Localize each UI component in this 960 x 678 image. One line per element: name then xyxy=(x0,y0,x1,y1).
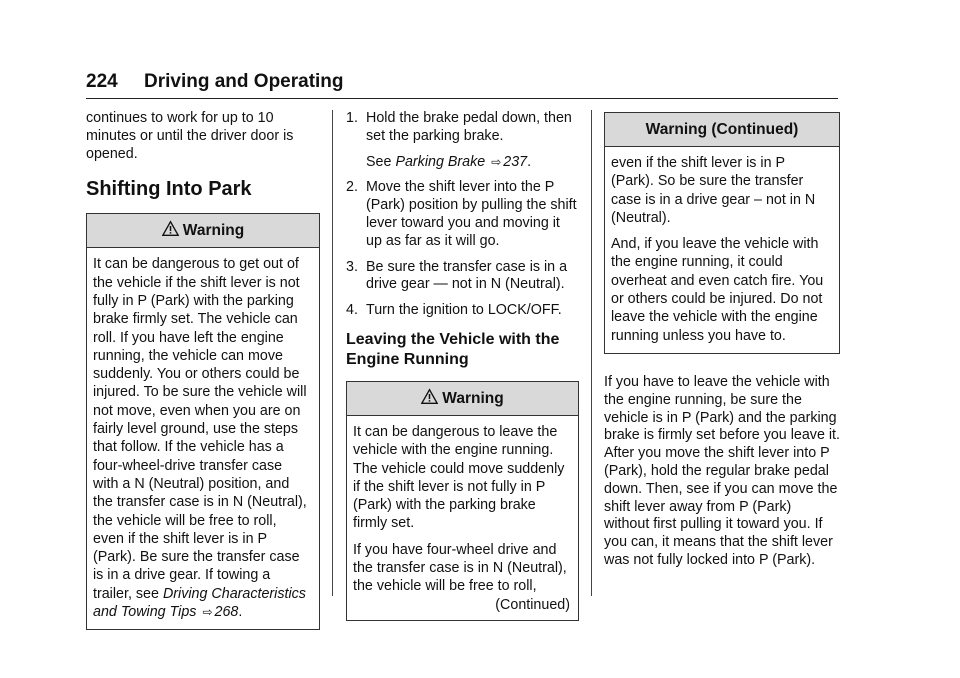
list-item xyxy=(346,259,579,295)
warning-icon xyxy=(421,388,438,405)
list-item xyxy=(346,302,579,320)
warning-header xyxy=(347,382,578,416)
list-item xyxy=(346,179,579,250)
column-2 xyxy=(346,110,579,633)
body-paragraph: If you have to leave the vehicle with the engine running, be sure the vehicle is in P (Park) and the parking brake is firmly set before you leave it. After you move the shift lever into P (Park), hold the regular brake pedal down. Then, see if you can move the shift lever away from P (Park) without first pulling it toward you. If you can, it means that the shift lever was not fully locked into P (Park). xyxy=(604,373,840,568)
warning-header xyxy=(605,113,839,147)
punctuation: . xyxy=(527,153,532,170)
warning-icon xyxy=(162,220,179,237)
see-prefix: See xyxy=(366,153,392,170)
page-ref-arrow-icon: ⇨ xyxy=(491,154,502,169)
warning-text: It can be dangerous to get out of the vehicle if the shift lever is not fully in P (Park) with the parking brake firmly set. The vehicle can roll. If you have left the engine running, the vehicle can move suddenly. You or others could be injured. To be sure the vehicle will not move, even when you are on fairly level ground, use the steps that follow. If the vehicle has a four-wheel-drive transfer case with a N (Neutral) position, and the transfer case is in N (Neutral), the vehicle will be free to roll, even if the shift lever is in P (Park). Be sure the transfer case is in a drive gear. If towing a trailer, see xyxy=(93,256,307,602)
column-divider xyxy=(332,110,333,596)
warning-continued-box xyxy=(604,112,840,354)
page-reference[interactable]: 237 xyxy=(503,153,528,170)
warning-title: Warning xyxy=(442,389,504,407)
step-number: 2. xyxy=(346,179,358,196)
step-text: Hold the brake pedal down, then set the parking brake. xyxy=(366,110,572,144)
step-text: Move the shift lever into the P (Park) position by pulling the shift lever toward you and moving it up as far as it will go. xyxy=(366,179,577,249)
warning-paragraph: And, if you leave the vehicle with the engine running, it could overheat and even catch fire. You or others could be injured. Do not leave the vehicle with the engine running unless you have to. xyxy=(611,236,824,344)
heading-leaving-vehicle: Leaving the Vehicle with the Engine Running xyxy=(346,330,560,368)
punctuation: . xyxy=(238,604,243,621)
column-1 xyxy=(86,110,320,642)
warning-box xyxy=(346,381,579,621)
warning-title: Warning (Continued) xyxy=(645,121,799,138)
warning-paragraph: even if the shift lever is in P (Park). So be sure the transfer case is in a drive gear – not in N (Neutral). xyxy=(611,155,816,226)
step-text: Turn the ignition to LOCK/OFF. xyxy=(366,302,562,319)
continued-label: (Continued) xyxy=(495,596,570,613)
step-text: Be sure the transfer case is in a drive gear — not in N (Neutral). xyxy=(366,258,568,293)
intro-paragraph: continues to work for up to 10 minutes or until the driver door is opened. xyxy=(86,110,294,162)
cross-reference-link[interactable]: Driving Characteristics and Towing Tips xyxy=(93,585,306,621)
step-number: 4. xyxy=(346,302,358,319)
warning-body xyxy=(87,248,319,629)
see-also xyxy=(346,154,579,172)
section-title: Driving and Operating xyxy=(144,71,344,92)
cross-reference-link[interactable]: Parking Brake xyxy=(395,153,486,170)
column-3 xyxy=(604,112,840,578)
step-number: 1. xyxy=(346,110,358,126)
warning-header xyxy=(87,214,319,248)
warning-paragraph: If you have four-wheel drive and the transfer case is in N (Neutral), the vehicle will be free to roll, xyxy=(353,541,567,595)
page-number: 224 xyxy=(86,71,118,92)
steps-list xyxy=(346,179,579,320)
column-divider xyxy=(591,110,592,596)
page-reference[interactable]: 268 xyxy=(214,604,239,621)
warning-body xyxy=(347,416,578,620)
list-item xyxy=(346,110,579,146)
step-number: 3. xyxy=(346,258,358,275)
warning-box xyxy=(86,213,320,630)
steps-list xyxy=(346,110,579,146)
warning-paragraph: It can be dangerous to leave the vehicle with the engine running. The vehicle could move suddenly if the shift lever is not fully in P (Park) with the parking brake firmly set. xyxy=(353,423,565,532)
page-header xyxy=(86,71,838,99)
heading-shifting-into-park: Shifting Into Park xyxy=(86,178,252,201)
page-ref-arrow-icon: ⇨ xyxy=(202,605,213,620)
warning-body xyxy=(605,147,839,353)
warning-title: Warning xyxy=(182,222,245,240)
